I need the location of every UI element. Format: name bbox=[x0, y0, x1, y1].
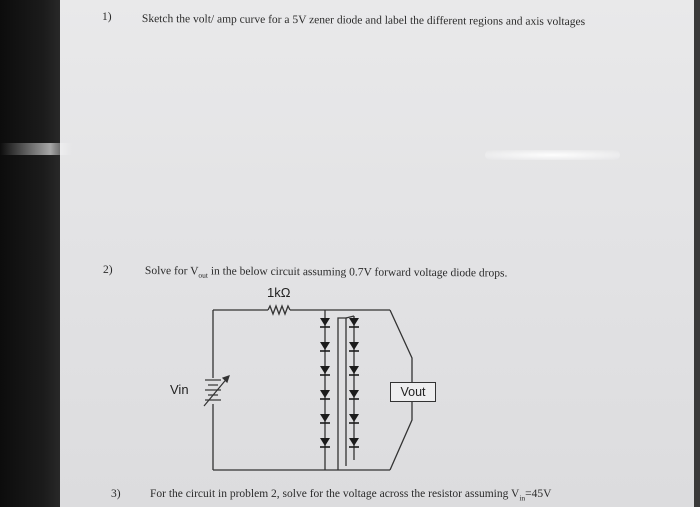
diode-triangle bbox=[349, 318, 359, 326]
diode-triangle bbox=[320, 366, 330, 374]
resistor-symbol bbox=[268, 306, 290, 314]
vout-wire-top bbox=[390, 310, 412, 382]
diode-triangle bbox=[349, 438, 359, 446]
diode-symbol bbox=[320, 390, 330, 399]
problem-3-text-before: For the circuit in problem 2, solve for the voltage across the resistor assuming V bbox=[150, 488, 520, 500]
resistor-label: 1kΩ bbox=[267, 285, 291, 300]
diode-symbol bbox=[349, 438, 359, 447]
variable-source-symbol bbox=[204, 376, 229, 406]
problem-2-number: 2) bbox=[103, 264, 113, 276]
diode-triangle bbox=[349, 414, 359, 422]
problem-3-text-after: =45V bbox=[525, 488, 552, 500]
problem-1-text: Sketch the volt/ amp curve for a 5V zener diode and label the different regions and axis voltages bbox=[141, 13, 586, 29]
diode-symbol bbox=[320, 366, 330, 375]
diode-triangle bbox=[349, 366, 359, 374]
diode-symbol bbox=[349, 366, 359, 375]
diode-triangle bbox=[320, 342, 330, 350]
diode-symbol bbox=[320, 438, 330, 447]
problem-1-number: 1) bbox=[102, 11, 112, 23]
problem-2-subscript: out bbox=[198, 270, 209, 280]
diode-symbol bbox=[320, 318, 330, 327]
diode-triangle bbox=[349, 342, 359, 350]
diode-symbol bbox=[349, 390, 359, 399]
problem-3-subscript: in bbox=[519, 493, 526, 503]
diode-triangle bbox=[320, 414, 330, 422]
center-bracket-wire bbox=[338, 318, 346, 470]
diode-symbol bbox=[349, 414, 359, 423]
problem-2-text-before: Solve for V bbox=[144, 265, 199, 278]
vout-label: Vout bbox=[390, 382, 436, 402]
diode-symbol bbox=[349, 342, 359, 351]
diode-triangle bbox=[320, 438, 330, 446]
problem-2-text-after: in the below circuit assuming 0.7V forward voltage diode drops. bbox=[207, 265, 508, 280]
right-column-top-connect bbox=[346, 316, 354, 318]
diode-triangle bbox=[349, 390, 359, 398]
problem-3-number: 3) bbox=[111, 488, 121, 500]
diode-triangle bbox=[320, 318, 330, 326]
diode-symbol bbox=[320, 342, 330, 351]
diode-symbol bbox=[349, 318, 359, 327]
diode-symbol bbox=[320, 414, 330, 423]
source-label: Vin bbox=[170, 382, 189, 397]
vout-wire-bottom bbox=[390, 400, 412, 470]
diode-triangle bbox=[320, 390, 330, 398]
